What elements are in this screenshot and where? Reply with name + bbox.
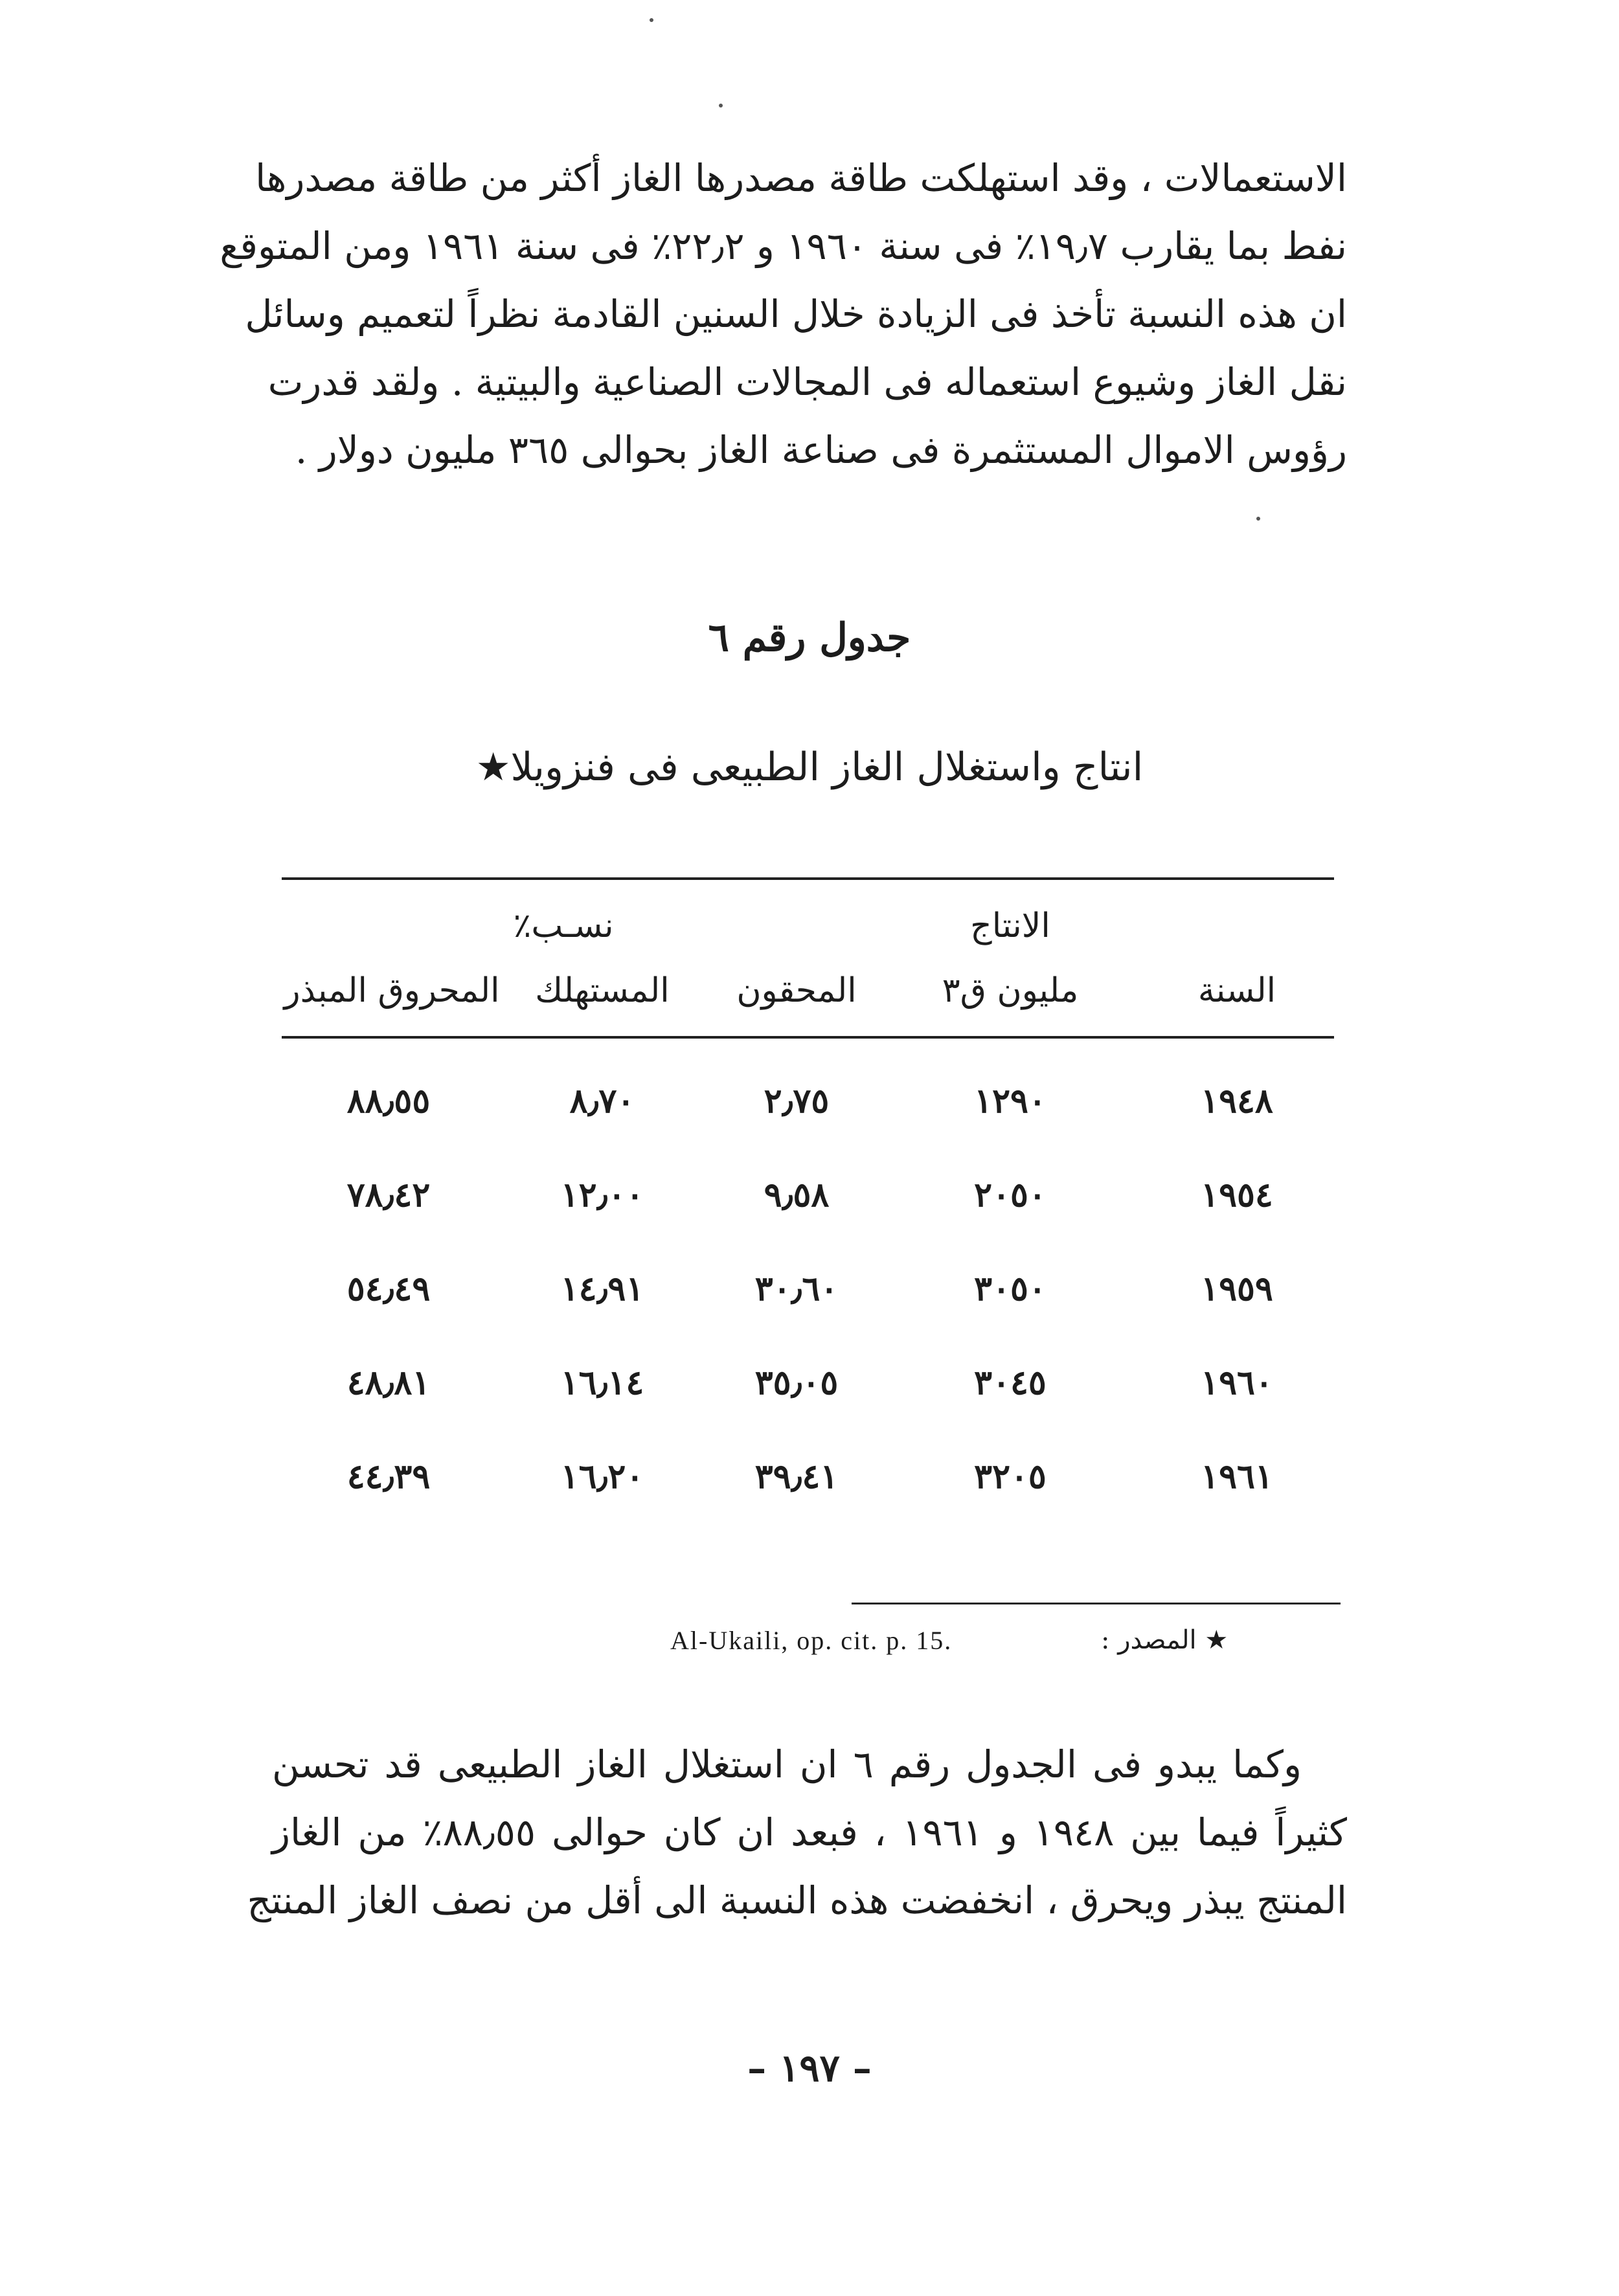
table-subtitle: انتاج واستغلال الغاز الطبيعى فى فنزويلا★	[475, 745, 1144, 790]
cell-flared: ٨٨٫٥٥	[346, 1081, 431, 1121]
cell-flared: ٤٤٫٣٩	[346, 1457, 431, 1496]
cell-year: ١٩٤٨	[1201, 1081, 1273, 1121]
text-line: الاستعمالات ، وقد استهلكت طاقة مصدرها الغاز أكثر من طاقة مصدرها	[255, 156, 1347, 200]
cell-consumed: ٨٫٧٠	[569, 1081, 635, 1121]
cell-production: ٣٠٤٥	[974, 1363, 1047, 1402]
footnote-rule	[852, 1603, 1341, 1604]
table-header-rule	[282, 1036, 1334, 1039]
text-line: المنتج يبذر ويحرق ، انخفضت هذه النسبة الى أقل من نصف الغاز المنتج	[247, 1878, 1347, 1922]
cell-consumed: ١٦٫٢٠	[560, 1457, 644, 1496]
scan-speck	[1256, 517, 1260, 521]
cell-production: ٢٠٥٠	[974, 1175, 1047, 1215]
cell-production: ١٢٩٠	[974, 1081, 1047, 1121]
table-title: جدول رقم ٦	[708, 615, 911, 660]
header-ratio-group: نسـب٪	[513, 906, 614, 945]
header-injected: المحقون	[736, 971, 857, 1010]
cell-injected: ٣٩٫٤١	[754, 1457, 839, 1496]
text-line: وكما يبدو فى الجدول رقم ٦ ان استغلال الغاز الطبيعى قد تحسن	[272, 1742, 1302, 1786]
header-production-top: الانتاج	[970, 906, 1050, 945]
header-year: السنة	[1197, 971, 1276, 1010]
cell-consumed: ١٢٫٠٠	[560, 1175, 644, 1215]
cell-consumed: ١٦٫١٤	[560, 1363, 644, 1402]
cell-injected: ٢٫٧٥	[764, 1081, 830, 1121]
text-line: نقل الغاز وشيوع استعماله فى المجالات الصناعية والبيتية . ولقد قدرت	[267, 360, 1347, 404]
cell-flared: ٧٨٫٤٢	[346, 1175, 431, 1215]
footnote-citation: Al-Ukaili, op. cit. p. 15.	[670, 1626, 953, 1655]
cell-year: ١٩٥٩	[1201, 1269, 1273, 1309]
scan-speck	[650, 18, 653, 22]
cell-production: ٣٢٠٥	[974, 1457, 1047, 1496]
cell-year: ١٩٦٠	[1201, 1363, 1273, 1402]
cell-year: ١٩٦١	[1201, 1457, 1273, 1496]
cell-production: ٣٠٥٠	[974, 1269, 1047, 1309]
table-top-rule	[282, 877, 1334, 880]
cell-flared: ٥٤٫٤٩	[346, 1269, 431, 1309]
text-line: كثيراً فيما بين ١٩٤٨ و ١٩٦١ ، فبعد ان كان حوالى ٨٨٫٥٥٪ من الغاز	[272, 1810, 1347, 1854]
text-line: نفط بما يقارب ١٩٫٧٪ فى سنة ١٩٦٠ و ٢٢٫٢٪ فى سنة ١٩٦١ ومن المتوقع	[220, 224, 1347, 268]
cell-injected: ٩٫٥٨	[764, 1175, 830, 1215]
text-line: ان هذه النسبة تأخذ فى الزيادة خلال السنين القادمة نظراً لتعميم وسائل	[245, 292, 1347, 336]
page-number: – ١٩٧ –	[747, 2046, 872, 2090]
text-line: رؤوس الاموال المستثمرة فى صناعة الغاز بحوالى ٣٦٥ مليون دولار .	[295, 428, 1347, 472]
cell-flared: ٤٨٫٨١	[346, 1363, 431, 1402]
header-consumed: المستهلك	[535, 971, 670, 1010]
header-production-unit: مليون ق٣	[942, 971, 1079, 1010]
footnote-source-label: ★ المصدر :	[1101, 1625, 1228, 1655]
scan-speck	[719, 104, 723, 107]
cell-injected: ٣٥٫٠٥	[754, 1363, 839, 1402]
cell-consumed: ١٤٫٩١	[560, 1269, 644, 1309]
header-flared: المحروق المبذر	[284, 971, 500, 1010]
cell-year: ١٩٥٤	[1201, 1175, 1273, 1215]
cell-injected: ٣٠٫٦٠	[754, 1269, 839, 1309]
